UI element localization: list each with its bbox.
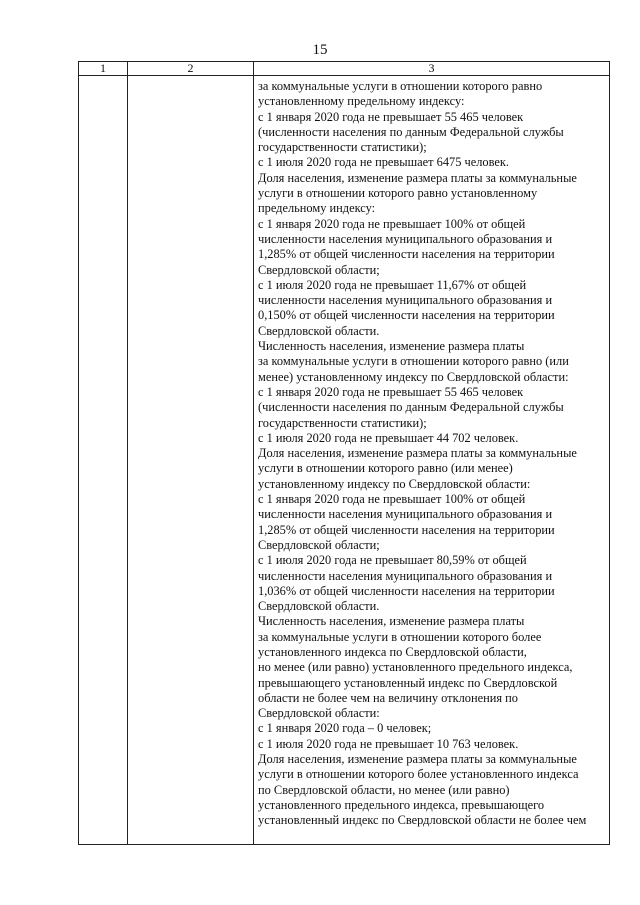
column-header-3: 3 bbox=[254, 62, 610, 76]
text-line: с 1 января 2020 года не превышает 100% от общей bbox=[258, 492, 526, 507]
text-line: с 1 июля 2020 года не превышает 10 763 человек. bbox=[258, 736, 519, 751]
text-line: с 1 июля 2020 года не превышает 11,67% от общей bbox=[258, 277, 527, 292]
text-line: Доля населения, изменение размера платы за коммунальные bbox=[258, 446, 577, 461]
text-line: услуги в отношении которого равно установленному bbox=[258, 186, 538, 201]
text-line: но менее (или равно) установленного предельного индекса, bbox=[258, 660, 573, 675]
text-line: (численности населения по данным Федеральной службы bbox=[258, 400, 564, 415]
table-header-row bbox=[79, 62, 610, 76]
text-line: Доля населения, изменение размера платы за коммунальные bbox=[258, 752, 577, 767]
text-line: с 1 июля 2020 года не превышает 80,59% от общей bbox=[258, 553, 527, 568]
text-line: с 1 июля 2020 года не превышает 44 702 человек. bbox=[258, 430, 519, 445]
text-line: услуги в отношении которого более установленного индекса bbox=[258, 767, 579, 782]
text-line: 1,285% от общей численности населения на территории bbox=[258, 247, 555, 262]
text-line: менее) установленному индексу по Свердловской области: bbox=[258, 369, 569, 384]
text-line: Доля населения, изменение размера платы за коммунальные bbox=[258, 170, 577, 185]
text-line: государственности статистики); bbox=[258, 415, 427, 430]
text-line: установленному предельному индексу: bbox=[258, 94, 465, 109]
text-line: (численности населения по данным Федеральной службы bbox=[258, 124, 564, 139]
text-line: 1,036% от общей численности населения на территории bbox=[258, 583, 555, 598]
text-line: установленный индекс по Свердловской области не более чем bbox=[258, 813, 587, 828]
table-row bbox=[79, 76, 610, 845]
text-line: по Свердловской области, но менее (или равно) bbox=[258, 782, 510, 797]
text-line: численности населения муниципального образования и bbox=[258, 507, 553, 522]
text-line: Свердловской области. bbox=[258, 599, 380, 614]
text-line: с 1 января 2020 года не превышает 100% от общей bbox=[258, 216, 526, 231]
text-line: 1,285% от общей численности населения на территории bbox=[258, 522, 555, 537]
column-2-cell bbox=[128, 76, 254, 845]
text-line: Свердловской области: bbox=[258, 706, 380, 721]
text-line: установленному индексу по Свердловской области: bbox=[258, 476, 531, 491]
text-line: Численность населения, изменение размера платы bbox=[258, 614, 525, 629]
text-line: Свердловской области; bbox=[258, 262, 380, 277]
text-line: установленного индекса по Свердловской области, bbox=[258, 644, 527, 659]
column-header-2: 2 bbox=[128, 62, 254, 76]
text-line: за коммунальные услуги в отношении которого равно (или bbox=[258, 354, 569, 369]
text-line: государственности статистики); bbox=[258, 140, 427, 155]
text-line: предельному индексу: bbox=[258, 201, 376, 216]
text-line: Свердловской области. bbox=[258, 323, 380, 338]
column-1-cell bbox=[79, 76, 128, 845]
text-line: Численность населения, изменение размера платы bbox=[258, 339, 525, 354]
text-line: услуги в отношении которого равно (или менее) bbox=[258, 461, 513, 476]
text-line: с 1 января 2020 года не превышает 55 465 человек bbox=[258, 384, 524, 399]
page-number: 15 bbox=[312, 42, 328, 58]
text-line: численности населения муниципального образования и bbox=[258, 231, 553, 246]
text-line: с 1 июля 2020 года не превышает 6475 человек. bbox=[258, 155, 510, 170]
column-3-text-cell bbox=[254, 76, 610, 845]
text-line: численности населения муниципального образования и bbox=[258, 293, 553, 308]
text-line: с 1 января 2020 года не превышает 55 465 человек bbox=[258, 109, 524, 124]
text-line: превышающего установленный индекс по Свердловской bbox=[258, 675, 558, 690]
text-line: 0,150% от общей численности населения на территории bbox=[258, 308, 555, 323]
text-line: установленного предельного индекса, превышающего bbox=[258, 797, 545, 812]
text-line: области не более чем на величину отклонения по bbox=[258, 690, 518, 705]
text-line: численности населения муниципального образования и bbox=[258, 568, 553, 583]
text-line: Свердловской области; bbox=[258, 537, 380, 552]
text-line: за коммунальные услуги в отношении которого равно bbox=[258, 79, 543, 93]
column-header-1: 1 bbox=[79, 62, 128, 76]
document-table bbox=[78, 61, 610, 845]
text-line: за коммунальные услуги в отношении которого более bbox=[258, 629, 542, 644]
text-line: с 1 января 2020 года – 0 человек; bbox=[258, 721, 432, 736]
